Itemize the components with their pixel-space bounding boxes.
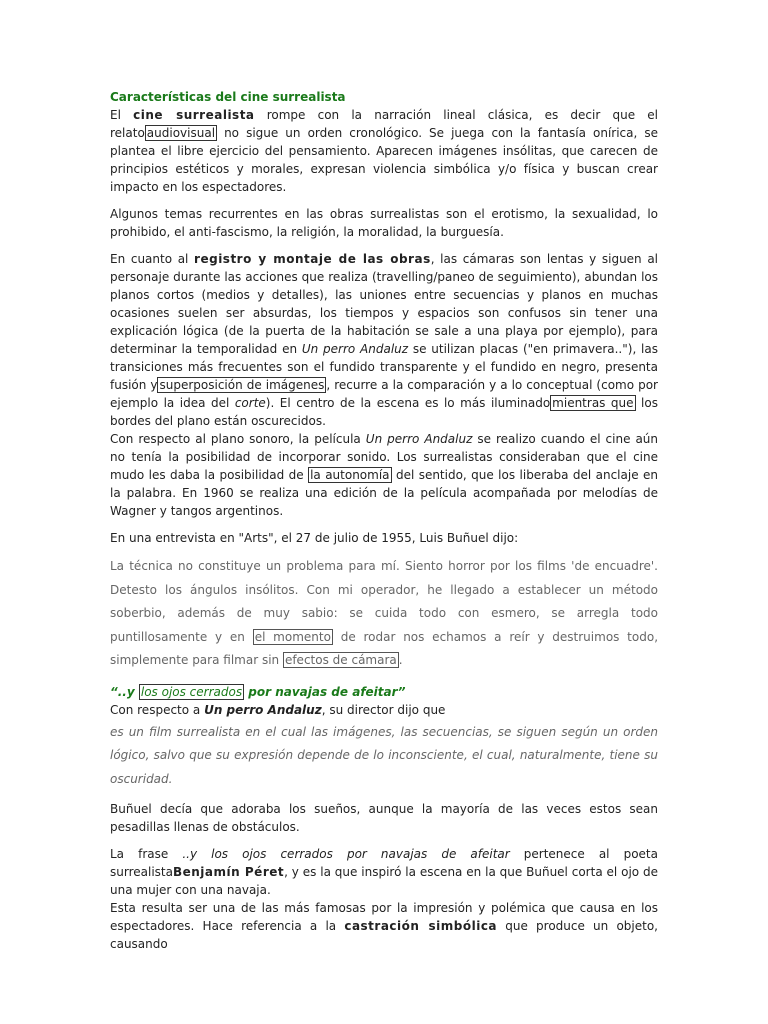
italic-phrase: ..y los ojos cerrados por navajas de afeitar xyxy=(182,847,510,861)
text: por navajas de afeitar” xyxy=(244,684,406,699)
text: pertenece al poeta surrealista xyxy=(110,847,658,879)
text: no sigue un orden cronológico. Se juega con la fantasía onírica, se plantea el libre ejercicio del pensamiento. Aparecen imágenes insólitas, que carecen de principios estéticos y morales, expresan violencia simbólica y/o física y buscan crear impacto en los espectadores. xyxy=(110,126,658,194)
text: se realizo cuando el cine aún no tenía la posibilidad de incorporar sonido. Los surrealistas consideraban que el cine mudo les daba la posibilidad de xyxy=(110,432,659,482)
section-title: Características del cine surrealista xyxy=(110,90,346,104)
document-page xyxy=(110,88,658,953)
film-title: Un perro Andaluz xyxy=(301,342,409,356)
text: , su director dijo que xyxy=(321,702,446,717)
quote-director: es un film surrealista en el cual las imágenes, las secuencias, se siguen según un orden lógico, salvo que su expresión depende de lo inconsciente, el cual, naturalmente, tiene su oscuridad. xyxy=(110,724,658,786)
text: , recurre a la comparación y a lo conceptual (como por ejemplo la idea del xyxy=(110,378,658,410)
link-el-momento[interactable]: el momento xyxy=(254,629,331,644)
text: En cuanto al xyxy=(110,252,195,266)
text: de rodar nos echamos a reír y destruimos todo, simplemente para filmar sin xyxy=(110,629,659,667)
paragraph-director xyxy=(110,701,658,719)
text: Con respecto al plano sonoro, la película xyxy=(110,432,366,446)
film-title: Un perro Andaluz xyxy=(365,432,473,446)
link-efectos-de-camara[interactable]: efectos de cámara xyxy=(284,653,397,667)
link-autonomia[interactable]: la autonomía xyxy=(310,468,390,482)
section-heading-quote xyxy=(110,683,658,701)
text: los bordes del plano están oscurecidos. xyxy=(110,396,658,428)
text: ). El centro de la escena es lo más iluminado xyxy=(265,396,551,410)
paragraph-dreams: Buñuel decía que adoraba los sueños, aunque la mayoría de las veces estos sean pesadillas llenas de obstáculos. xyxy=(110,802,658,834)
poet-name: Benjamín Péret xyxy=(172,865,285,879)
text: se utilizan placas ("en primavera.."), las transiciones más frecuentes son el fundido transparente y el fundido en negro, presenta fusión y xyxy=(110,342,658,392)
text: que produce un objeto, causando xyxy=(110,919,658,951)
text: , y es la que inspiró la escena en la que Buñuel corta el ojo de una mujer con una navaja. xyxy=(110,865,658,897)
link-mientras-que[interactable]: mientras que xyxy=(552,396,634,410)
text: rompe con la narración lineal clásica, es decir que el relato xyxy=(110,108,658,140)
paragraph-themes: Algunos temas recurrentes en las obras surrealistas son el erotismo, la sexualidad, lo prohibido, el anti-fascismo, la religión, la moralidad, la burguesía. xyxy=(110,207,658,239)
italic-term: corte xyxy=(234,396,266,410)
quote-bunuel xyxy=(110,555,658,673)
paragraph-intro xyxy=(110,106,658,196)
text: “..y xyxy=(110,684,139,699)
bold-term: registro y montaje de las obras xyxy=(194,252,431,266)
paragraph-montage xyxy=(110,250,658,430)
text: El xyxy=(110,108,134,122)
paragraph-interview: En una entrevista en "Arts", el 27 de julio de 1955, Luis Buñuel dijo: xyxy=(110,531,519,545)
paragraph-castration xyxy=(110,899,658,953)
film-title: Un perro Andaluz xyxy=(204,702,322,717)
link-los-ojos-cerrados[interactable]: los ojos cerrados xyxy=(140,684,243,699)
bold-term: cine surrealista xyxy=(133,108,255,122)
link-audiovisual[interactable]: audiovisual xyxy=(146,126,216,140)
paragraph-sound xyxy=(110,430,658,520)
bold-term: castración simbólica xyxy=(344,919,498,933)
text: , las cámaras son lentas y siguen al personaje durante las acciones que realiza (travelling/paneo de seguimiento), abundan los planos cortos (medios y detalles), las uniones entre secuencias y planos en muchas ocasiones suelen ser absurdas, los tiempos y espacios son confusos sin tener una explicación lógica (de la puerta de la habitación se sale a una playa por ejemplo), para determinar la temporalidad en xyxy=(110,252,659,356)
text: La frase xyxy=(110,847,183,861)
text: del sentido, que los liberaba del anclaje en la palabra. En 1960 se realiza una edición de la película acompañada por melodías de Wagner y tangos argentinos. xyxy=(110,468,658,518)
text: Esta resulta ser una de las más famosas por la impresión y polémica que causa en los espectadores. Hace referencia a la xyxy=(110,901,658,933)
text: . xyxy=(398,653,403,667)
text: Con respecto a xyxy=(110,702,205,717)
paragraph-phrase xyxy=(110,845,658,899)
link-superposicion[interactable]: superposición de imágenes xyxy=(159,378,325,392)
text: La técnica no constituye un problema para mí. Siento horror por los films 'de encuadre'. Detesto los ángulos insólitos. Con mi operador, he llegado a establecer un método soberbio, además de muy sabio: se cuida todo con esmero, se arregla todo puntillosamente y en xyxy=(110,559,658,644)
